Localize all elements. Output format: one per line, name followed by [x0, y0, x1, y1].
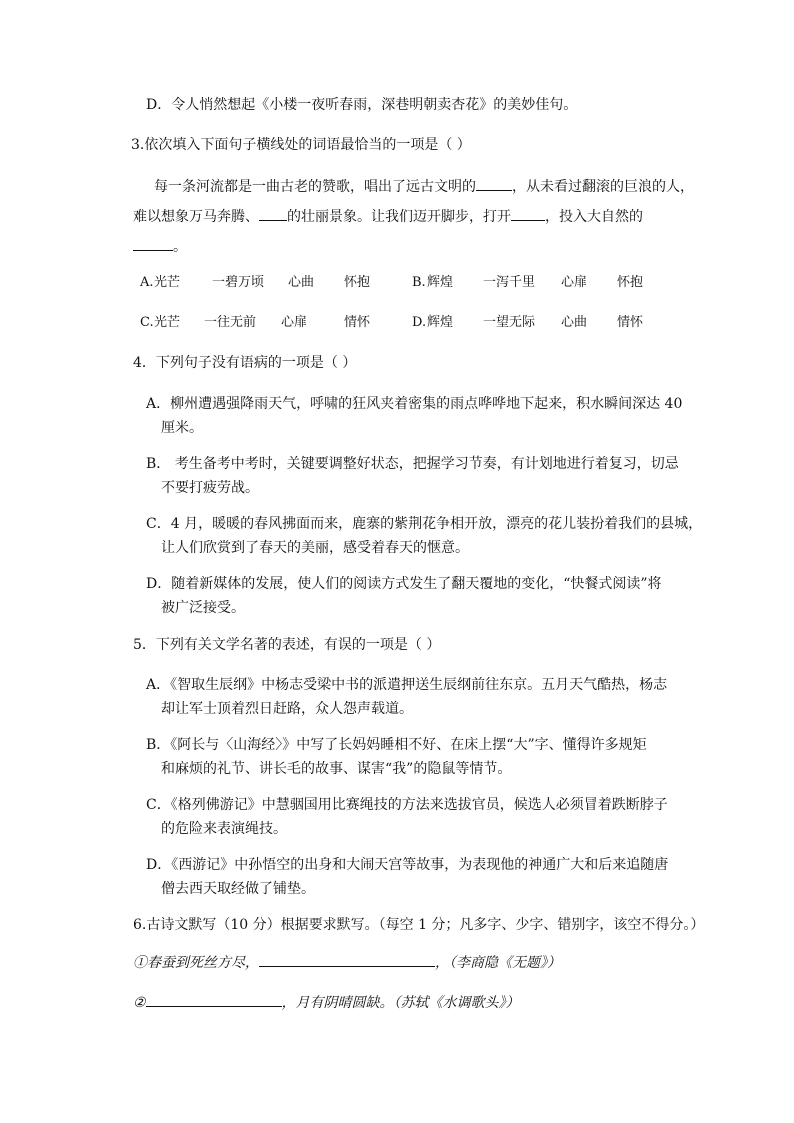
- q3-options-row-2: [0, 313, 794, 333]
- q3-text: 的壮丽景象。让我们迈开脚步，打开: [287, 209, 511, 225]
- q5-option-a: A．《智取生辰纲》中杨志受梁中书的派遣押送生辰纲前往东京。五月天气酷热，杨志: [146, 677, 668, 693]
- q5-option-c-cont: 的危险来表演绳技。: [161, 821, 287, 837]
- q5-option-c: C．《格列佛游记》中慧骃国用比赛绳技的方法来选拔官员，候选人必须冒着跌断脖子: [146, 797, 668, 813]
- q4-option-d: D．随着新媒体的发展，使人们的阅读方式发生了翻天覆地的变化，“快餐式阅读”将: [146, 576, 662, 592]
- q3-option-d-word: 情怀: [617, 315, 644, 330]
- q6-text: ，月有阴晴圆缺。（苏轼《水调歌头》）: [281, 995, 520, 1011]
- fill-blank: [259, 206, 287, 221]
- q3-option-d-word: 辉煌: [427, 315, 454, 330]
- q3-passage-line-3: [133, 236, 187, 257]
- q4-option-c-cont: 让人们欣赏到了春天的美丽，感受着春天的惬意。: [161, 540, 469, 556]
- q3-text: 难以想象万马奔腾、: [133, 209, 259, 225]
- q3-option-d-letter: D.: [412, 315, 427, 330]
- q2-option-d: D．令人悄然想起《小楼一夜听春雨，深巷明朝卖杏花》的美妙佳句。: [146, 97, 578, 113]
- q6-text: ，（李商隐《无题》）: [435, 955, 561, 971]
- answer-blank[interactable]: [146, 992, 282, 1007]
- q6-line-2: [133, 992, 520, 1013]
- q3-option-d-word: 一望无际: [483, 315, 536, 330]
- q3-option-b-word: 怀抱: [617, 275, 644, 290]
- q3-option-c-word: 心扉: [281, 315, 308, 330]
- q3-option-a-letter: A.: [140, 275, 154, 290]
- q3-option-a-word: 一碧万顷: [212, 275, 265, 290]
- q3-option-c-word: 光芒: [154, 315, 181, 330]
- q4-stem: 4．下列句子没有语病的一项是（ ）: [133, 355, 357, 371]
- q3-option-c-word: 一往无前: [204, 315, 257, 330]
- q4-option-a: A．柳州遭遇强降雨天气，呼啸的狂风夹着密集的雨点哗哗地下起来，积水瞬间深达 40: [146, 396, 683, 412]
- q3-text: 每一条河流都是一曲古老的赞歌，唱出了远古文明的: [154, 179, 476, 195]
- q5-option-d: D．《西游记》中孙悟空的出身和大闹天宫等故事，为表现他的神通广大和后来追随唐: [146, 857, 669, 873]
- q4-option-b-cont: 不要打疲劳战。: [161, 480, 259, 496]
- q3-text: ，投入大自然的: [545, 209, 643, 225]
- q3-passage-line-2: [133, 206, 643, 227]
- q4-option-c: C．4 月，暖暖的春风拂面而来，鹿寨的紫荆花争相开放，漂亮的花儿装扮着我们的县城，: [146, 516, 703, 532]
- q3-text: ，从未看过翻滚的巨浪的人，: [512, 179, 694, 195]
- q6-text: ②: [133, 995, 146, 1011]
- q4-option-a-cont: 厘米。: [161, 420, 203, 436]
- q3-text: 。: [173, 239, 187, 255]
- q5-option-a-cont: 却让军士顶着烈日赶路，众人怨声载道。: [161, 701, 413, 717]
- q5-option-b: B．《阿长与〈山海经〉》中写了长妈妈睡相不好、在床上摆“大”字、懂得许多规矩: [146, 737, 647, 753]
- q5-option-d-cont: 僧去西天取经做了铺垫。: [161, 881, 315, 897]
- q3-passage-line-1: [154, 176, 694, 197]
- q6-line-1: [133, 952, 561, 973]
- q3-option-a-word: 心曲: [288, 275, 315, 290]
- q6-stem: 6.古诗文默写（10 分）根据要求默写。（每空 1 分；凡多字、少字、错别字，该空不得分。）: [133, 917, 705, 933]
- q4-option-b: B． 考生备考中考时，关键要调整好状态，把握学习节奏，有计划地进行着复习，切忌: [146, 456, 679, 472]
- q5-stem: 5．下列有关文学名著的表述，有误的一项是（ ）: [133, 637, 441, 653]
- q6-text: ①春蚕到死丝方尽，: [133, 955, 259, 971]
- q4-option-d-cont: 被广泛接受。: [161, 600, 245, 616]
- q3-option-a-word: 光芒: [154, 275, 181, 290]
- q3-option-b-word: 一泻千里: [483, 275, 536, 290]
- q3-options-row-1: [0, 273, 794, 293]
- q3-option-b-word: 辉煌: [427, 275, 454, 290]
- q3-option-b-letter: B.: [412, 275, 426, 290]
- fill-blank: [511, 206, 545, 221]
- q3-option-d-word: 心曲: [561, 315, 588, 330]
- q3-option-c-letter: C.: [140, 315, 154, 330]
- q5-option-b-cont: 和麻烦的礼节、讲长毛的故事、谋害“我”的隐鼠等情节。: [161, 761, 512, 777]
- q3-stem: 3.依次填入下面句子横线处的词语最恰当的一项是（ ）: [131, 137, 471, 153]
- q3-option-b-word: 心扉: [561, 275, 588, 290]
- answer-blank[interactable]: [259, 952, 435, 967]
- q3-option-a-word: 怀抱: [344, 275, 371, 290]
- fill-blank: [476, 176, 512, 191]
- fill-blank: [133, 236, 173, 251]
- q3-option-c-word: 情怀: [344, 315, 371, 330]
